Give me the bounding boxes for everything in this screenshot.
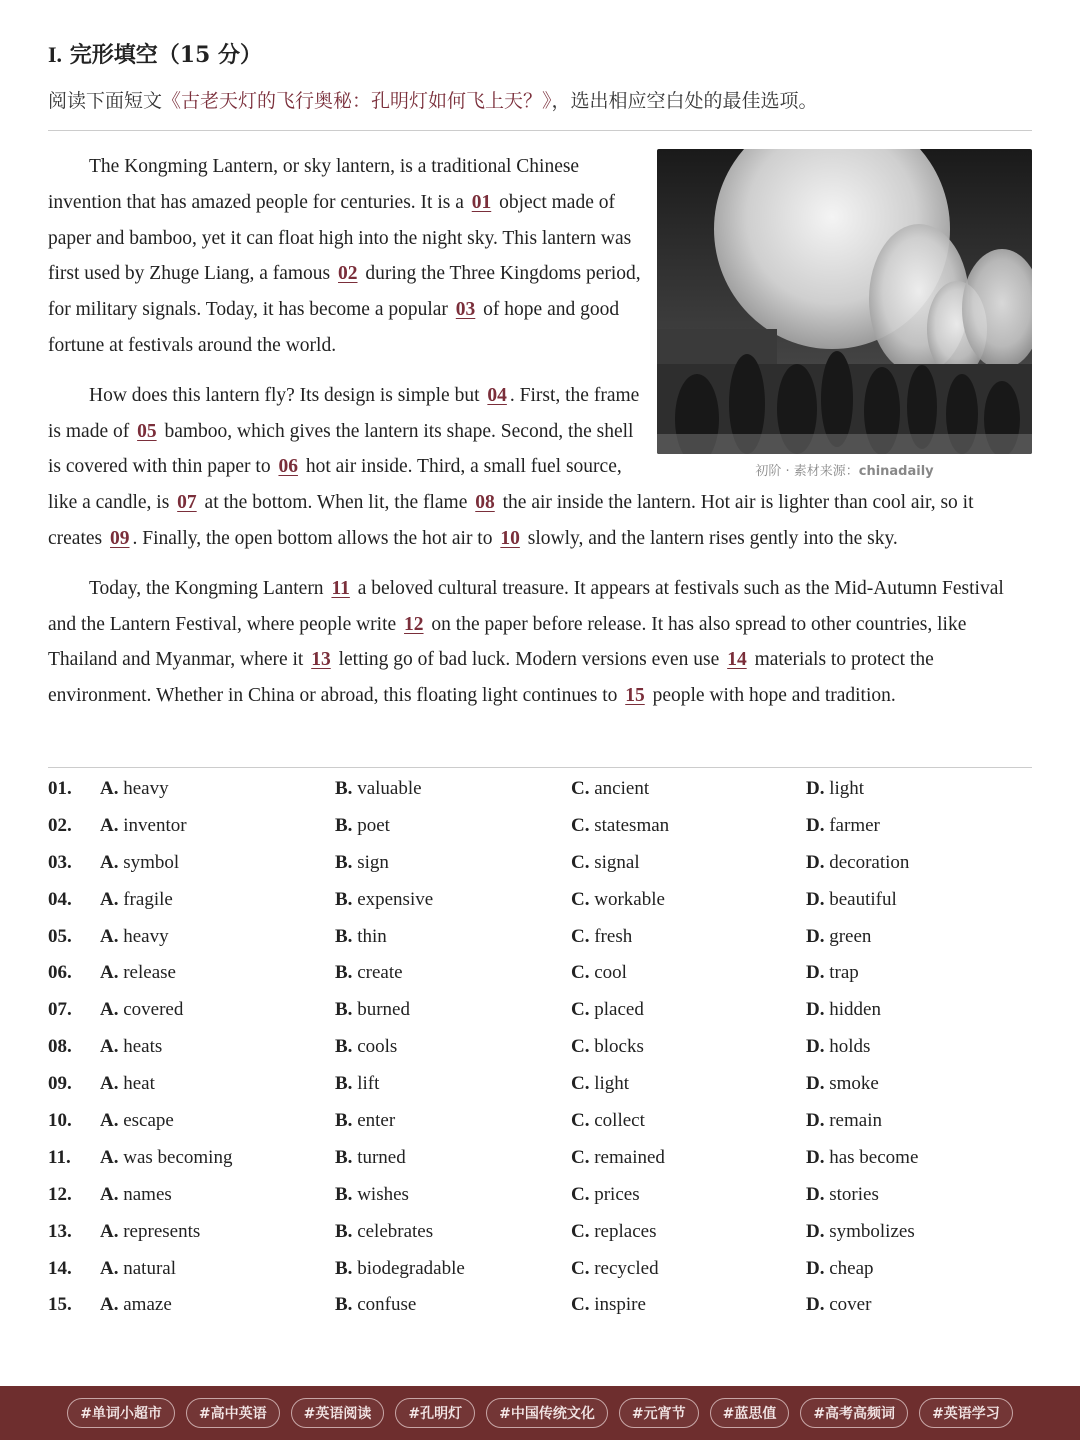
option-b[interactable]: B. thin bbox=[335, 925, 387, 947]
divider-top bbox=[48, 130, 1032, 131]
option-row bbox=[48, 1147, 1032, 1184]
blank-08: 08 bbox=[475, 492, 495, 514]
option-a[interactable]: A. heats bbox=[100, 1036, 163, 1058]
option-c[interactable]: C. blocks bbox=[571, 1036, 644, 1058]
blank-06: 06 bbox=[278, 456, 298, 478]
options-list bbox=[48, 778, 1032, 1331]
blank-12: 12 bbox=[404, 613, 424, 635]
question-number: 15. bbox=[48, 1294, 72, 1316]
passage-title: 《古老天灯的飞行奥秘：孔明灯如何飞上天？》 bbox=[162, 90, 552, 112]
blank-03: 03 bbox=[455, 299, 476, 321]
option-b[interactable]: B. create bbox=[335, 962, 403, 984]
option-c[interactable]: C. replaces bbox=[571, 1220, 657, 1242]
question-number: 10. bbox=[48, 1110, 72, 1132]
option-c[interactable]: C. prices bbox=[571, 1183, 640, 1205]
option-row bbox=[48, 1294, 1032, 1331]
option-row bbox=[48, 1036, 1032, 1073]
hashtag-chip[interactable]: #英语阅读 bbox=[291, 1398, 385, 1428]
option-d[interactable]: D. remain bbox=[806, 1110, 882, 1132]
section-title: I. 完形填空（15 分） bbox=[48, 42, 262, 68]
paragraph-1: The Kongming Lantern, or sky lantern, is a traditional Chinese invention that has amazed people for centuries. It is a 01 object made of paper and bamboo, yet it can float high into the night sky. This lantern was first used by Zhuge Liang, a famous 02 during the Three Kingdoms period, for military signals. Today, it has become a popular 03 of hope and good fortune at festivals around the world. bbox=[48, 156, 641, 356]
option-d[interactable]: D. farmer bbox=[806, 814, 880, 836]
option-b[interactable]: B. poet bbox=[335, 814, 390, 836]
option-d[interactable]: D. hidden bbox=[806, 999, 881, 1021]
footer-tag-bar bbox=[0, 1386, 1080, 1440]
option-d[interactable]: D. light bbox=[806, 778, 865, 799]
option-b[interactable]: B. celebrates bbox=[335, 1220, 434, 1242]
blank-05: 05 bbox=[137, 420, 157, 442]
option-a[interactable]: A. fragile bbox=[100, 888, 173, 910]
question-number: 14. bbox=[48, 1257, 72, 1279]
option-c[interactable]: C. inspire bbox=[571, 1294, 646, 1316]
instruction: 阅读下面短文《古老天灯的飞行奥秘：孔明灯如何飞上天？》，选出相应空白处的最佳选项。 bbox=[48, 90, 818, 112]
option-c[interactable]: C. recycled bbox=[571, 1257, 659, 1279]
question-number: 11. bbox=[48, 1146, 71, 1168]
option-b[interactable]: B. sign bbox=[335, 851, 389, 873]
option-c[interactable]: C. signal bbox=[571, 851, 640, 873]
blank-09: 09 bbox=[110, 527, 130, 549]
blank-15: 15 bbox=[625, 685, 645, 707]
hashtag-chip[interactable]: #英语学习 bbox=[919, 1398, 1013, 1428]
option-a[interactable]: A. heavy bbox=[100, 778, 169, 799]
option-c[interactable]: C. workable bbox=[571, 888, 665, 910]
option-row bbox=[48, 999, 1032, 1036]
option-a[interactable]: A. natural bbox=[100, 1257, 176, 1279]
option-b[interactable]: B. wishes bbox=[335, 1183, 409, 1205]
option-d[interactable]: D. beautiful bbox=[806, 888, 897, 910]
hashtag-chip[interactable]: #元宵节 bbox=[619, 1398, 699, 1428]
option-a[interactable]: A. names bbox=[100, 1183, 172, 1205]
option-a[interactable]: A. release bbox=[100, 962, 176, 984]
hashtag-chip[interactable]: #高中英语 bbox=[186, 1398, 280, 1428]
question-number: 08. bbox=[48, 1036, 72, 1058]
question-number: 13. bbox=[48, 1220, 72, 1242]
blank-01: 01 bbox=[471, 191, 492, 213]
option-d[interactable]: D. green bbox=[806, 925, 872, 947]
hashtag-chip[interactable]: #蓝思值 bbox=[710, 1398, 790, 1428]
option-a[interactable]: A. covered bbox=[100, 999, 184, 1021]
option-b[interactable]: B. cools bbox=[335, 1036, 398, 1058]
option-row bbox=[48, 962, 1032, 999]
option-c[interactable]: C. placed bbox=[571, 999, 644, 1021]
question-number: 06. bbox=[48, 962, 72, 984]
blank-11: 11 bbox=[331, 577, 350, 599]
option-row bbox=[48, 815, 1032, 852]
option-d[interactable]: D. cover bbox=[806, 1294, 872, 1316]
divider-options bbox=[48, 767, 1032, 768]
option-c[interactable]: C. remained bbox=[571, 1146, 665, 1168]
option-d[interactable]: D. stories bbox=[806, 1183, 879, 1205]
option-a[interactable]: A. amaze bbox=[100, 1294, 172, 1316]
option-row bbox=[48, 778, 1032, 815]
option-row bbox=[48, 1184, 1032, 1221]
hashtag-chip[interactable]: #高考高频词 bbox=[800, 1398, 908, 1428]
option-b[interactable]: B. burned bbox=[335, 999, 410, 1021]
option-b[interactable]: B. confuse bbox=[335, 1294, 417, 1316]
option-d[interactable]: D. decoration bbox=[806, 851, 910, 873]
blank-02: 02 bbox=[338, 263, 358, 285]
option-c[interactable]: C. statesman bbox=[571, 814, 670, 836]
option-a[interactable]: A. inventor bbox=[100, 814, 187, 836]
option-row bbox=[48, 1110, 1032, 1147]
option-a[interactable]: A. heavy bbox=[100, 925, 169, 947]
photo-caption: 初阶 · 素材来源：chinadaily bbox=[755, 464, 934, 479]
blank-14: 14 bbox=[727, 649, 747, 671]
option-row bbox=[48, 1221, 1032, 1258]
option-b[interactable]: B. expensive bbox=[335, 888, 434, 910]
question-number: 04. bbox=[48, 888, 72, 910]
option-d[interactable]: D. symbolizes bbox=[806, 1220, 915, 1242]
option-a[interactable]: A. represents bbox=[100, 1220, 201, 1242]
option-d[interactable]: D. cheap bbox=[806, 1257, 874, 1279]
paragraph-3: Today, the Kongming Lantern 11 a beloved cultural treasure. It appears at festivals such as the Mid-Autumn Festival and the Lantern Festival, where people write 12 on the paper before release. It has also spread to other countries, like Thailand and Myanmar, where it 13 letting go of bad luck. Modern versions even use 14 materials to protect the environment. Whether in China or abroad, this floating light continues to 15 people with hope and tradition. bbox=[48, 577, 1004, 707]
option-c[interactable]: C. ancient bbox=[571, 778, 650, 799]
option-a[interactable]: A. symbol bbox=[100, 851, 180, 873]
passage bbox=[48, 149, 1032, 728]
question-number: 05. bbox=[48, 925, 72, 947]
option-row bbox=[48, 889, 1032, 926]
option-row bbox=[48, 1258, 1032, 1295]
question-number: 01. bbox=[48, 778, 72, 799]
option-d[interactable]: D. holds bbox=[806, 1036, 871, 1058]
question-number: 02. bbox=[48, 814, 72, 836]
option-c[interactable]: C. cool bbox=[571, 962, 627, 984]
blank-07: 07 bbox=[177, 492, 197, 514]
option-b[interactable]: B. turned bbox=[335, 1146, 406, 1168]
option-b[interactable]: B. lift bbox=[335, 1073, 380, 1095]
option-d[interactable]: D. smoke bbox=[806, 1073, 879, 1095]
option-row bbox=[48, 926, 1032, 963]
option-b[interactable]: B. enter bbox=[335, 1110, 396, 1132]
option-b[interactable]: B. biodegradable bbox=[335, 1257, 465, 1279]
option-row bbox=[48, 1073, 1032, 1110]
blank-04: 04 bbox=[487, 384, 507, 406]
question-number: 03. bbox=[48, 851, 72, 873]
option-row bbox=[48, 852, 1032, 889]
option-d[interactable]: D. trap bbox=[806, 962, 859, 984]
option-a[interactable]: A. heat bbox=[100, 1073, 155, 1095]
question-number: 07. bbox=[48, 999, 72, 1021]
question-number: 12. bbox=[48, 1183, 72, 1205]
hashtag-chip[interactable]: #中国传统文化 bbox=[486, 1398, 608, 1428]
blank-10: 10 bbox=[500, 527, 520, 549]
option-c[interactable]: C. fresh bbox=[571, 925, 633, 947]
option-b[interactable]: B. valuable bbox=[335, 778, 422, 799]
option-c[interactable]: C. light bbox=[571, 1073, 630, 1095]
blank-13: 13 bbox=[311, 649, 331, 671]
hashtag-chip[interactable]: #孔明灯 bbox=[395, 1398, 475, 1428]
question-number: 09. bbox=[48, 1073, 72, 1095]
option-a[interactable]: A. was becoming bbox=[100, 1146, 233, 1168]
hashtag-chip[interactable]: #单词小超市 bbox=[67, 1398, 175, 1428]
option-c[interactable]: C. collect bbox=[571, 1110, 645, 1132]
paragraph-2: How does this lantern fly? Its design is simple but 04 . First, the frame is made of 05 bamboo, which gives the lantern its shape. Second, the shell is covered with thin paper to 06 hot air inside. Third, a small fuel source, like a candle, is 07 at the bottom. When lit, the flame 08 the air inside the lantern. Hot air is lighter than cool air, so it creates 09 . Finally, the open bottom allows the hot air to 10 slowly, and the lantern rises gently into the sky. bbox=[48, 384, 974, 549]
option-d[interactable]: D. has become bbox=[806, 1146, 919, 1168]
option-a[interactable]: A. escape bbox=[100, 1110, 174, 1132]
